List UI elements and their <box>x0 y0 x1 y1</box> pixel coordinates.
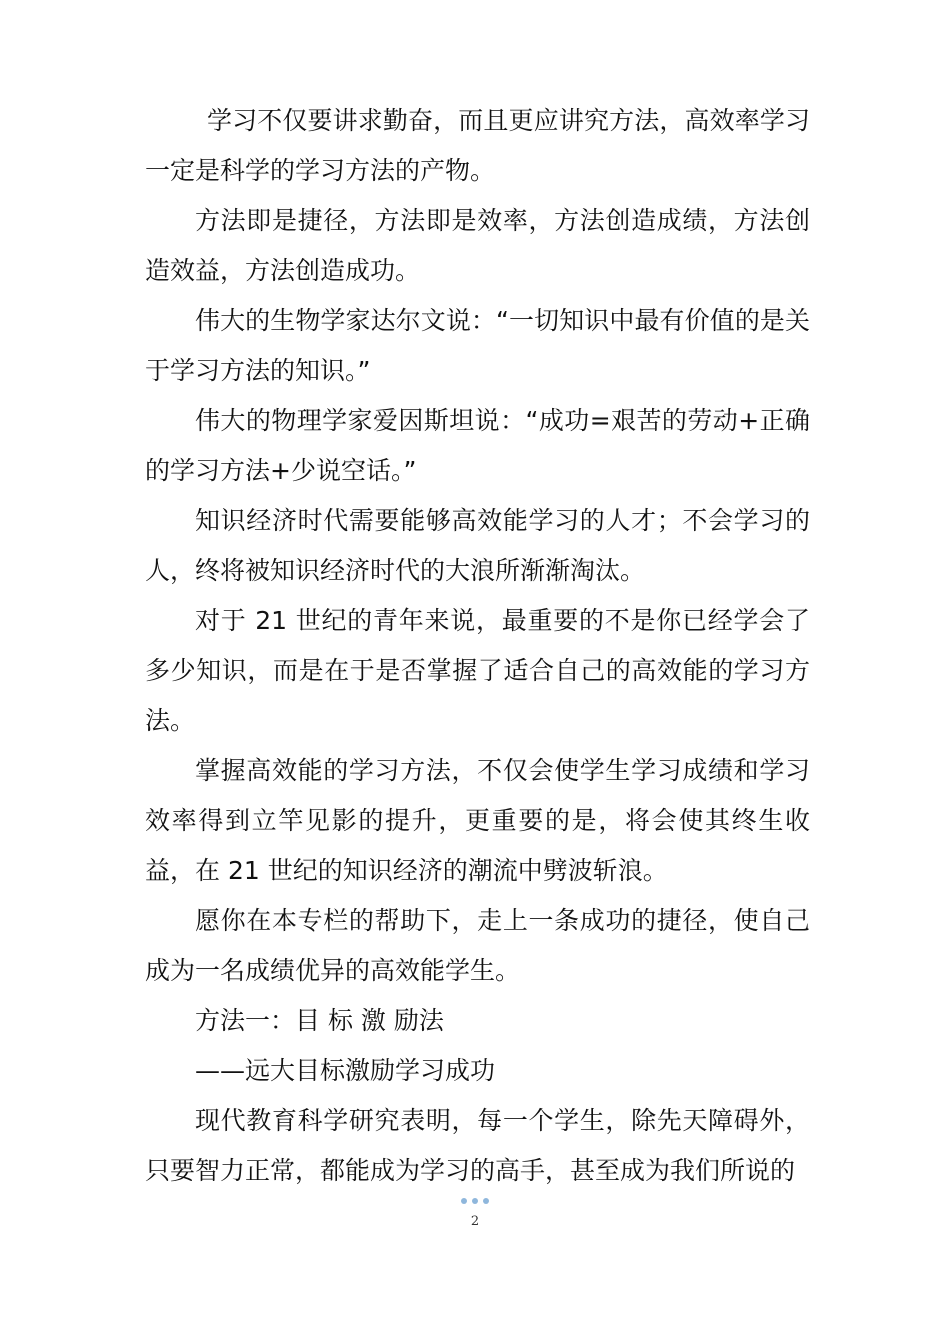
paragraph-6: 对于 21 世纪的青年来说，最重要的不是你已经学会了多少知识，而是在于是否掌握了适合自己的高效能的学习方法。 <box>145 606 810 735</box>
paragraph-3: 伟大的生物学家达尔文说：“一切知识中最有价值的是关于学习方法的知识。” <box>145 306 810 385</box>
three-dots-icon <box>0 1196 950 1206</box>
method-heading: 方法一：目 标 激 励法 <box>195 1006 444 1035</box>
paragraph-1: 学习不仅要讲求勤奋，而且更应讲究方法，高效率学习一定是科学的学习方法的产物。 <box>145 106 810 185</box>
dot-icon <box>461 1198 467 1204</box>
paragraph-4: 伟大的物理学家爱因斯坦说：“成功=艰苦的劳动+正确的学习方法+少说空话。” <box>145 406 810 485</box>
paragraph-7: 掌握高效能的学习方法，不仅会使学生学习成绩和学习效率得到立竿见影的提升，更重要的是，将会使其终生收益，在 21 世纪的知识经济的潮流中劈波斩浪。 <box>145 756 810 885</box>
page-number: 2 <box>470 1214 480 1229</box>
method-subtitle: ——远大目标激励学习成功 <box>195 1056 496 1085</box>
dot-icon <box>472 1198 478 1204</box>
dot-icon <box>483 1198 489 1204</box>
paragraph-8: 愿你在本专栏的帮助下，走上一条成功的捷径，使自己成为一名成绩优异的高效能学生。 <box>145 906 810 985</box>
paragraph-9: 现代教育科学研究表明，每一个学生，除先天障碍外，只要智力正常，都能成为学习的高手，甚至成为我们所说的 <box>145 1106 810 1185</box>
paragraph-2: 方法即是捷径，方法即是效率，方法创造成绩，方法创造效益，方法创造成功。 <box>145 206 810 285</box>
page-footer <box>0 1196 950 1229</box>
body-text <box>145 96 810 1196</box>
paragraph-5: 知识经济时代需要能够高效能学习的人才；不会学习的人，终将被知识经济时代的大浪所渐渐淘汰。 <box>145 506 810 585</box>
